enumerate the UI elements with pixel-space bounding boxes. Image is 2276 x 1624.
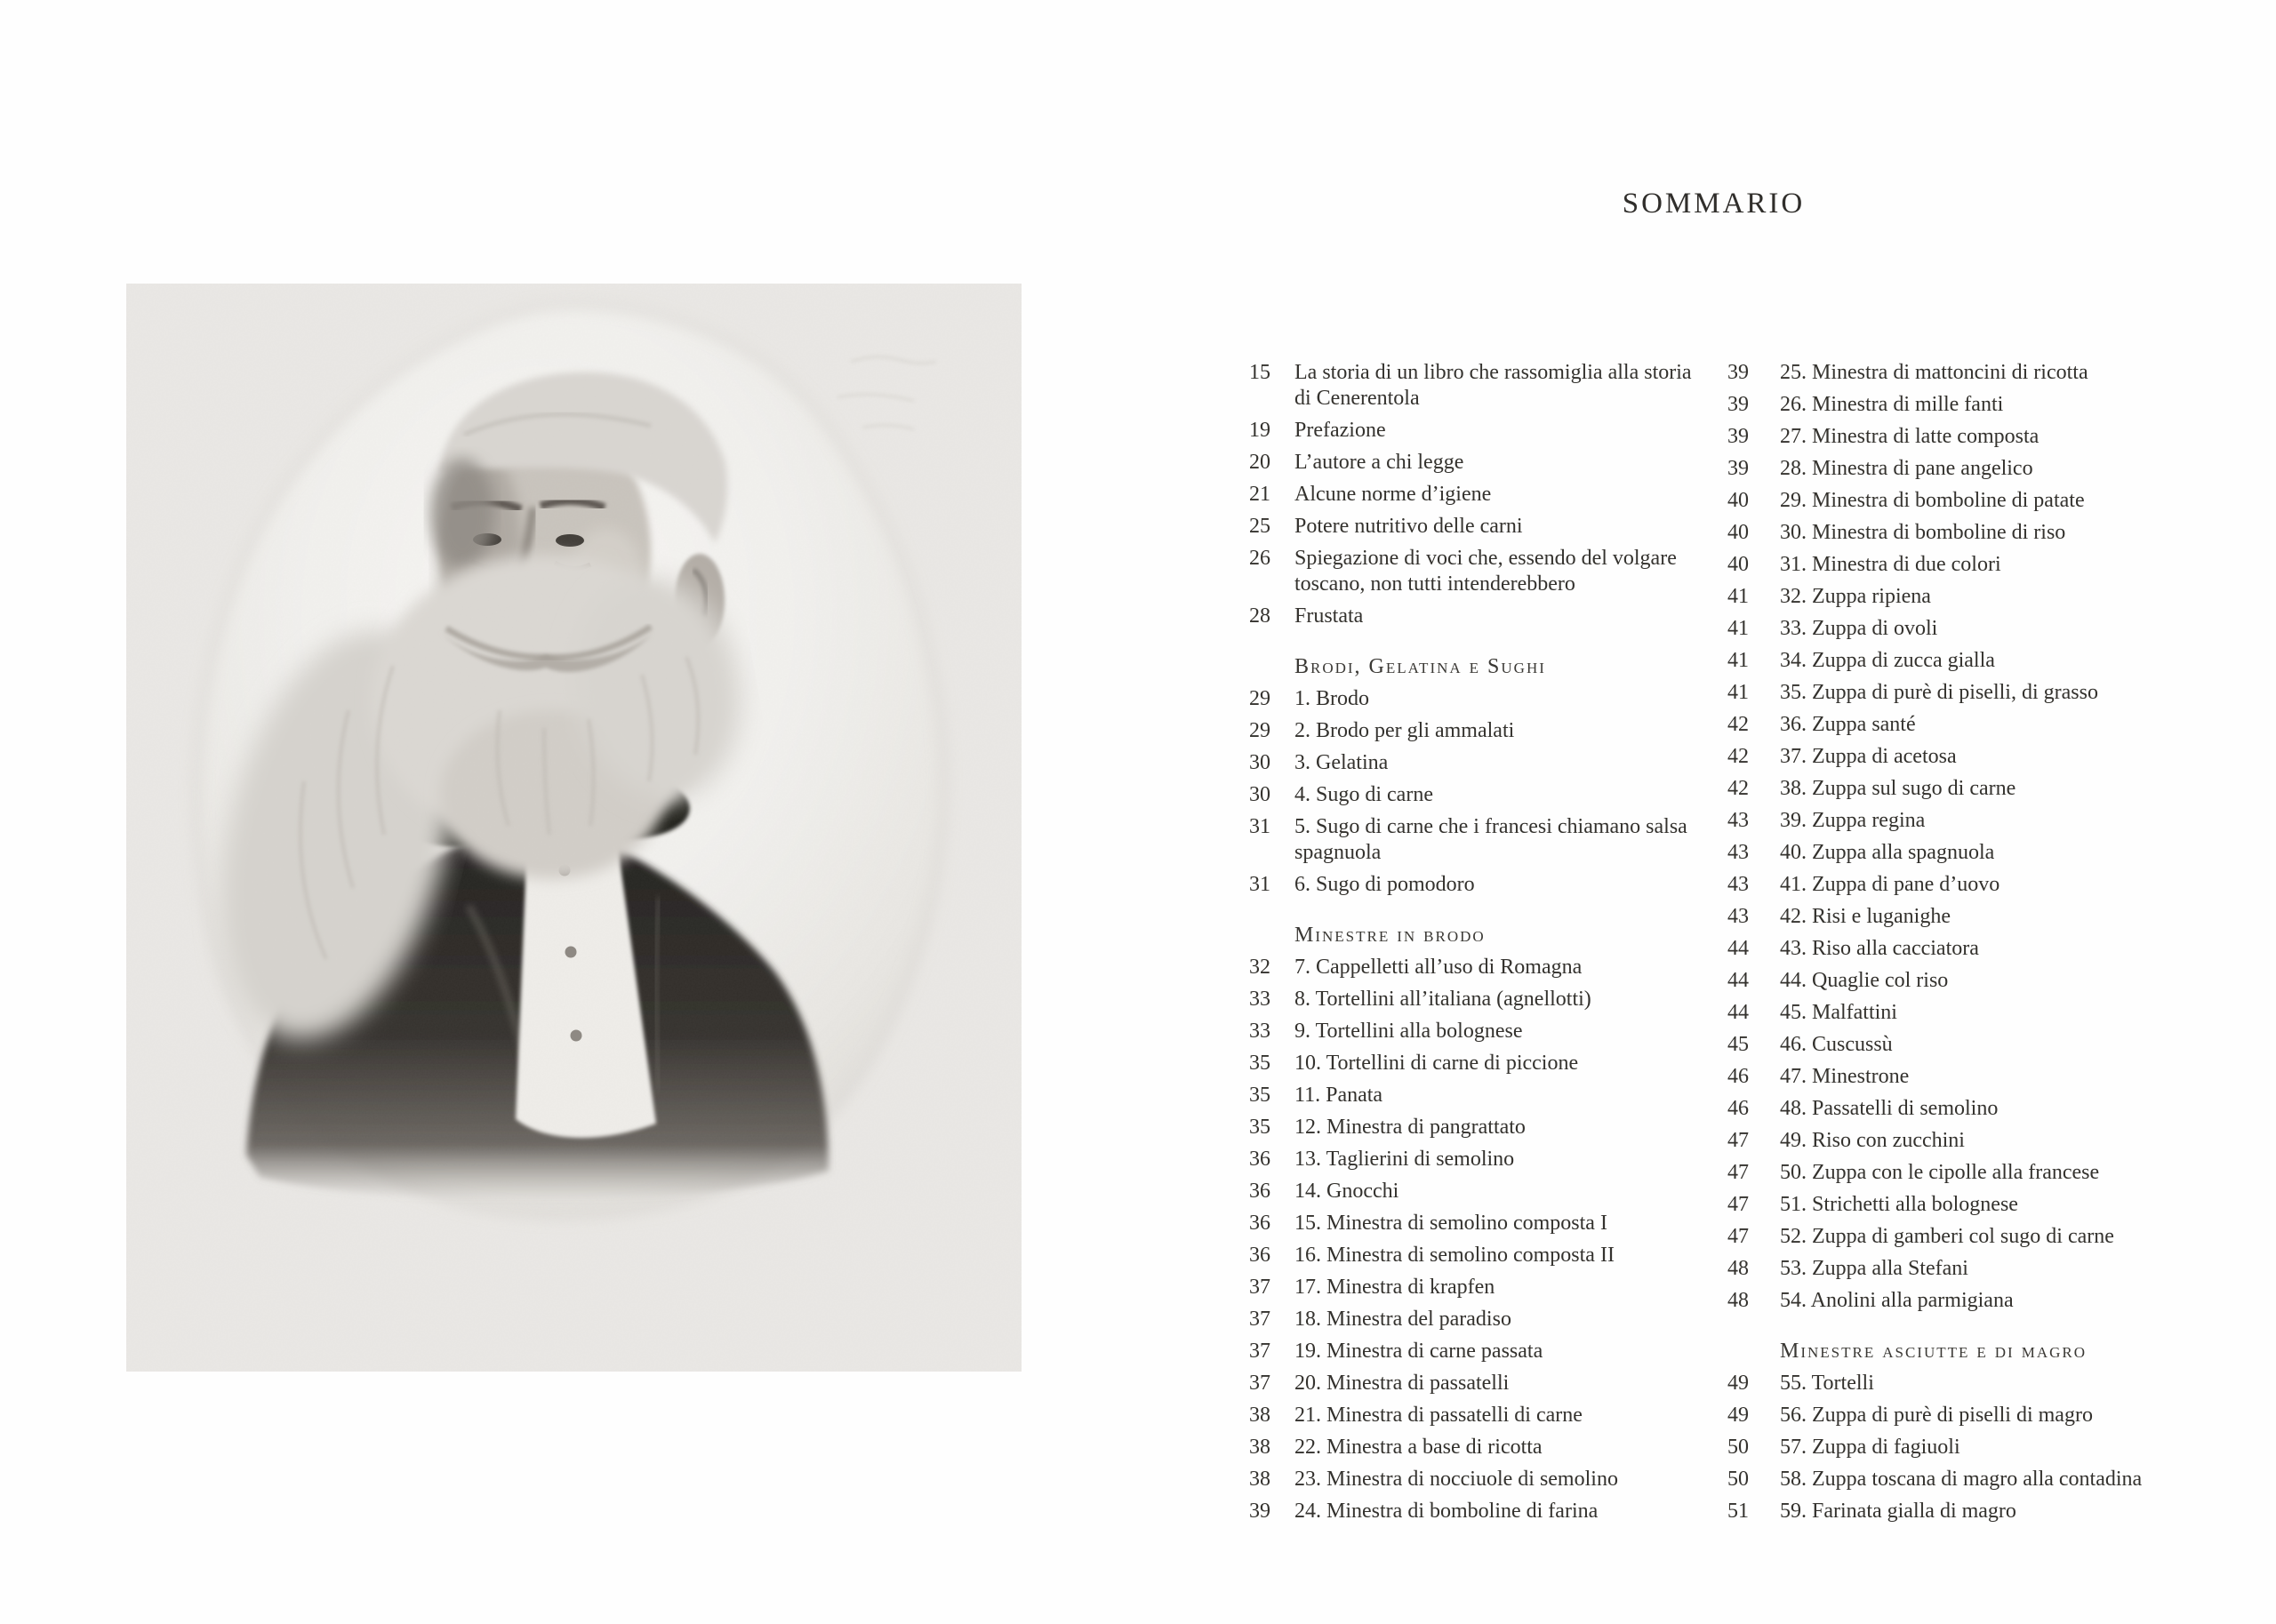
toc-entry-label: 9. Tortellini alla bolognese — [1294, 1020, 1523, 1043]
toc-entry-page-number: 30 — [1249, 783, 1270, 806]
toc-entry-page-number: 39 — [1727, 361, 1749, 384]
toc-entry-label: 7. Cappelletti all’uso di Romagna — [1294, 956, 1583, 979]
toc-entry-page-number: 38 — [1249, 1468, 1270, 1491]
toc-entry-page-number: 35 — [1249, 1084, 1270, 1107]
toc-entry-label: 2. Brodo per gli ammalati — [1294, 719, 1515, 742]
toc-entry-page-number: 42 — [1727, 745, 1749, 768]
toc-entry-page-number: 50 — [1727, 1468, 1749, 1491]
toc-entry — [1727, 1128, 2197, 1154]
toc-entry — [1249, 987, 1711, 1012]
toc-entry — [1249, 686, 1711, 712]
toc-entry-label: 17. Minestra di krapfen — [1294, 1276, 1495, 1299]
toc-entry — [1727, 360, 2197, 386]
toc-entry — [1727, 1096, 2197, 1122]
toc-entry-page-number: 46 — [1727, 1065, 1749, 1088]
toc-entry-page-number: 35 — [1249, 1116, 1270, 1139]
toc-entry-page-number: 48 — [1727, 1289, 1749, 1312]
toc-entry — [1727, 1288, 2197, 1314]
toc-entry-label: 6. Sugo di pomodoro — [1294, 873, 1475, 896]
toc-entry — [1249, 955, 1711, 980]
section-heading: Minestre in brodo — [1294, 924, 1486, 947]
toc-entry-page-number: 33 — [1249, 988, 1270, 1011]
toc-entry — [1727, 776, 2197, 802]
toc-entry — [1249, 1019, 1711, 1044]
toc-entry-page-number: 31 — [1249, 873, 1270, 896]
toc-entry-page-number: 36 — [1249, 1244, 1270, 1267]
toc-entry-page-number: 44 — [1727, 1001, 1749, 1024]
toc-entry-page-number: 39 — [1249, 1500, 1270, 1523]
toc-entry — [1249, 750, 1711, 776]
toc-entry — [1249, 782, 1711, 808]
toc-entry-label: 28. Minestra di pane angelico — [1780, 457, 2033, 480]
toc-entry — [1249, 514, 1711, 540]
toc-entry-page-number: 32 — [1249, 956, 1270, 979]
toc-entry — [1249, 1083, 1711, 1108]
section-heading: Brodi, Gelatina e Sughi — [1294, 655, 1546, 678]
toc-entry-label: 37. Zuppa di acetosa — [1780, 745, 1957, 768]
toc-entry-label: 57. Zuppa di fagiuoli — [1780, 1436, 1960, 1459]
toc-entry-page-number: 43 — [1727, 809, 1749, 832]
toc-entry — [1249, 546, 1711, 597]
toc-entry-page-number: 37 — [1249, 1308, 1270, 1331]
toc-entry-page-number: 37 — [1249, 1372, 1270, 1395]
toc-entry-page-number: 37 — [1249, 1276, 1270, 1299]
toc-entry-page-number: 19 — [1249, 419, 1270, 442]
toc-entry — [1249, 1275, 1711, 1300]
toc-entry-page-number: 49 — [1727, 1372, 1749, 1395]
toc-column-2 — [1727, 360, 2197, 1531]
toc-entry-label: 19. Minestra di carne passata — [1294, 1340, 1543, 1363]
toc-entry — [1249, 1339, 1711, 1364]
toc-entry — [1249, 1179, 1711, 1204]
toc-entry-page-number: 35 — [1249, 1052, 1270, 1075]
toc-entry-label: 15. Minestra di semolino composta I — [1294, 1212, 1607, 1235]
toc-entry-label: La storia di un libro che rassomiglia alla storia di Cenerentola — [1294, 361, 1692, 410]
toc-entry-label: 21. Minestra di passatelli di carne — [1294, 1404, 1583, 1427]
toc-entry-label: 33. Zuppa di ovoli — [1780, 617, 1938, 640]
toc-entry — [1727, 744, 2197, 770]
toc-entry-label: 12. Minestra di pangrattato — [1294, 1116, 1526, 1139]
toc-entry-label: 8. Tortellini all’italiana (agnellotti) — [1294, 988, 1591, 1011]
toc-entry-label: 41. Zuppa di pane d’uovo — [1780, 873, 2000, 896]
toc-entry-label: 40. Zuppa alla spagnuola — [1780, 841, 1995, 864]
toc-entry-label: 38. Zuppa sul sugo di carne — [1780, 777, 2016, 800]
toc-entry-page-number: 33 — [1249, 1020, 1270, 1043]
photo-grain-overlay — [126, 284, 1022, 1372]
toc-entry — [1727, 1000, 2197, 1026]
toc-entry-label: 45. Malfattini — [1780, 1001, 1897, 1024]
toc-entry-label: 16. Minestra di semolino composta II — [1294, 1244, 1615, 1267]
toc-entry — [1727, 616, 2197, 642]
toc-entry-page-number: 47 — [1727, 1161, 1749, 1184]
page-title: SOMMARIO — [1622, 188, 1806, 220]
toc-entry-label: 46. Cuscussù — [1780, 1033, 1893, 1056]
toc-entry — [1249, 872, 1711, 898]
toc-entry-label: 1. Brodo — [1294, 687, 1369, 710]
toc-entry-label: 3. Gelatina — [1294, 751, 1389, 774]
toc-entry — [1727, 1224, 2197, 1250]
portrait-illustration — [126, 284, 1022, 1372]
toc-entry-label: 14. Gnocchi — [1294, 1180, 1399, 1203]
toc-entry-page-number: 20 — [1249, 451, 1270, 474]
toc-entry-page-number: 29 — [1249, 719, 1270, 742]
toc-entry-label: 44. Quaglie col riso — [1780, 969, 1949, 992]
toc-entry-page-number: 47 — [1727, 1129, 1749, 1152]
section-heading: Minestre asciutte e di magro — [1780, 1340, 2087, 1363]
toc-entry — [1727, 840, 2197, 866]
toc-entry-label: Prefazione — [1294, 419, 1386, 442]
toc-entry — [1727, 392, 2197, 418]
toc-entry — [1249, 1467, 1711, 1492]
toc-entry — [1249, 450, 1711, 476]
toc-entry-page-number: 36 — [1249, 1212, 1270, 1235]
toc-entry — [1249, 1243, 1711, 1268]
toc-entry-page-number: 41 — [1727, 617, 1749, 640]
toc-entry-page-number: 38 — [1249, 1436, 1270, 1459]
toc-entry-label: 29. Minestra di bomboline di patate — [1780, 489, 2085, 512]
toc-entry-page-number: 38 — [1249, 1404, 1270, 1427]
toc-entry — [1727, 488, 2197, 514]
toc-entry-page-number: 46 — [1727, 1097, 1749, 1120]
toc-entry — [1249, 1499, 1711, 1524]
toc-entry — [1249, 418, 1711, 444]
toc-entry-page-number: 15 — [1249, 361, 1270, 384]
toc-entry-page-number: 40 — [1727, 489, 1749, 512]
portrait-photo — [126, 284, 1022, 1372]
toc-entry-label: 36. Zuppa santé — [1780, 713, 1916, 736]
toc-entry — [1249, 1051, 1711, 1076]
toc-entry-page-number: 43 — [1727, 841, 1749, 864]
toc-entry-label: 13. Taglierini di semolino — [1294, 1148, 1515, 1171]
toc-entry-page-number: 30 — [1249, 751, 1270, 774]
toc-entry-label: 32. Zuppa ripiena — [1780, 585, 1931, 608]
toc-entry — [1727, 1160, 2197, 1186]
toc-entry — [1727, 1032, 2197, 1058]
toc-entry-label: 47. Minestrone — [1780, 1065, 1910, 1088]
toc-entry-label: 50. Zuppa con le cipolle alla francese — [1780, 1161, 2100, 1184]
toc-entry-label: 11. Panata — [1294, 1084, 1383, 1107]
toc-entry — [1727, 552, 2197, 578]
toc-entry — [1727, 1192, 2197, 1218]
toc-entry — [1727, 968, 2197, 994]
toc-entry-label: 43. Riso alla cacciatora — [1780, 937, 1979, 960]
toc-entry-label: 10. Tortellini di carne di piccione — [1294, 1052, 1579, 1075]
toc-entry-page-number: 31 — [1249, 815, 1270, 838]
toc-entry-label: 5. Sugo di carne che i francesi chiamano salsa spagnuola — [1294, 815, 1687, 864]
toc-entry-page-number: 48 — [1727, 1257, 1749, 1280]
toc-entry — [1727, 936, 2197, 962]
toc-entry-page-number: 41 — [1727, 649, 1749, 672]
toc-entry-label: 35. Zuppa di purè di piselli, di grasso — [1780, 681, 2098, 704]
toc-entry-page-number: 47 — [1727, 1193, 1749, 1216]
toc-entry-label: 59. Farinata gialla di magro — [1780, 1500, 2016, 1523]
toc-entry-label: Frustata — [1294, 604, 1364, 628]
toc-entry-page-number: 40 — [1727, 521, 1749, 544]
toc-entry — [1727, 808, 2197, 834]
toc-entry-label: 18. Minestra del paradiso — [1294, 1308, 1511, 1331]
toc-entry-page-number: 40 — [1727, 553, 1749, 576]
toc-entry — [1727, 1467, 2197, 1492]
toc-entry — [1249, 482, 1711, 508]
toc-entry — [1727, 648, 2197, 674]
toc-entry-page-number: 49 — [1727, 1404, 1749, 1427]
toc-entry — [1249, 1435, 1711, 1460]
toc-entry-page-number: 26 — [1249, 547, 1270, 570]
toc-entry-label: 34. Zuppa di zucca gialla — [1780, 649, 1995, 672]
toc-entry-label: 53. Zuppa alla Stefani — [1780, 1257, 1968, 1280]
toc-entry-label: 22. Minestra a base di ricotta — [1294, 1436, 1543, 1459]
toc-entry-page-number: 37 — [1249, 1340, 1270, 1363]
toc-entry-page-number: 43 — [1727, 905, 1749, 928]
toc-entry — [1727, 1371, 2197, 1396]
toc-entry-page-number: 50 — [1727, 1436, 1749, 1459]
toc-entry-label: Alcune norme d’igiene — [1294, 483, 1492, 506]
toc-entry-page-number: 44 — [1727, 969, 1749, 992]
toc-entry-label: Potere nutritivo delle carni — [1294, 515, 1523, 538]
toc-entry-label: 49. Riso con zucchini — [1780, 1129, 1965, 1152]
toc-entry-label: 4. Sugo di carne — [1294, 783, 1433, 806]
toc-entry-label: Spiegazione di voci che, essendo del volgare toscano, non tutti intenderebbero — [1294, 547, 1677, 596]
toc-entry-label: 42. Risi e luganighe — [1780, 905, 1951, 928]
toc-entry — [1727, 680, 2197, 706]
toc-entry-page-number: 39 — [1727, 457, 1749, 480]
toc-entry — [1727, 1256, 2197, 1282]
toc-entry-page-number: 44 — [1727, 937, 1749, 960]
toc-entry — [1727, 520, 2197, 546]
toc-entry — [1727, 1499, 2197, 1524]
toc-entry-page-number: 21 — [1249, 483, 1270, 506]
toc-entry — [1249, 1403, 1711, 1428]
toc-entry — [1249, 1307, 1711, 1332]
toc-entry-label: L’autore a chi legge — [1294, 451, 1464, 474]
toc-entry — [1249, 360, 1711, 412]
toc-entry-label: 27. Minestra di latte composta — [1780, 425, 2040, 448]
toc-entry-label: 55. Tortelli — [1780, 1372, 1874, 1395]
toc-entry-page-number: 42 — [1727, 713, 1749, 736]
toc-entry — [1249, 1147, 1711, 1172]
toc-entry — [1727, 904, 2197, 930]
toc-entry-page-number: 42 — [1727, 777, 1749, 800]
toc-entry-label: 20. Minestra di passatelli — [1294, 1372, 1510, 1395]
toc-entry-label: 51. Strichetti alla bolognese — [1780, 1193, 2018, 1216]
toc-entry — [1727, 584, 2197, 610]
toc-entry-label: 56. Zuppa di purè di piselli di magro — [1780, 1404, 2093, 1427]
toc-entry-page-number: 41 — [1727, 585, 1749, 608]
toc-entry — [1727, 1403, 2197, 1428]
toc-entry — [1249, 1371, 1711, 1396]
toc-entry-page-number: 39 — [1727, 393, 1749, 416]
toc-entry-label: 58. Zuppa toscana di magro alla contadina — [1780, 1468, 2143, 1491]
toc-entry-label: 30. Minestra di bomboline di riso — [1780, 521, 2066, 544]
toc-entry-label: 31. Minestra di due colori — [1780, 553, 2001, 576]
toc-entry-page-number: 36 — [1249, 1148, 1270, 1171]
toc-entry-label: 48. Passatelli di semolino — [1780, 1097, 1999, 1120]
toc-entry-label: 54. Anolini alla parmigiana — [1780, 1289, 2014, 1312]
toc-entry — [1727, 1064, 2197, 1090]
toc-entry-page-number: 43 — [1727, 873, 1749, 896]
toc-entry — [1727, 872, 2197, 898]
toc-entry-page-number: 41 — [1727, 681, 1749, 704]
toc-entry — [1727, 1435, 2197, 1460]
toc-entry-label: 52. Zuppa di gamberi col sugo di carne — [1780, 1225, 2114, 1248]
toc-column-1 — [1249, 360, 1711, 1531]
toc-entry — [1249, 814, 1711, 866]
toc-entry-label: 26. Minestra di mille fanti — [1780, 393, 2004, 416]
toc-entry-page-number: 29 — [1249, 687, 1270, 710]
toc-entry — [1249, 1211, 1711, 1236]
toc-entry — [1727, 456, 2197, 482]
toc-entry-label: 24. Minestra di bomboline di farina — [1294, 1500, 1599, 1523]
toc-entry-page-number: 25 — [1249, 515, 1270, 538]
toc-entry-page-number: 45 — [1727, 1033, 1749, 1056]
toc-entry-label: 25. Minestra di mattoncini di ricotta — [1780, 361, 2088, 384]
toc-entry-page-number: 47 — [1727, 1225, 1749, 1248]
toc-entry-page-number: 51 — [1727, 1500, 1749, 1523]
toc-entry-page-number: 28 — [1249, 604, 1270, 628]
toc-entry-page-number: 36 — [1249, 1180, 1270, 1203]
toc-entry-label: 39. Zuppa regina — [1780, 809, 1926, 832]
toc-entry — [1727, 424, 2197, 450]
toc-entry-page-number: 39 — [1727, 425, 1749, 448]
toc-entry — [1249, 604, 1711, 629]
toc-entry-label: 23. Minestra di nocciuole di semolino — [1294, 1468, 1618, 1491]
toc-entry — [1249, 718, 1711, 744]
toc-entry — [1727, 712, 2197, 738]
toc-entry — [1249, 1115, 1711, 1140]
